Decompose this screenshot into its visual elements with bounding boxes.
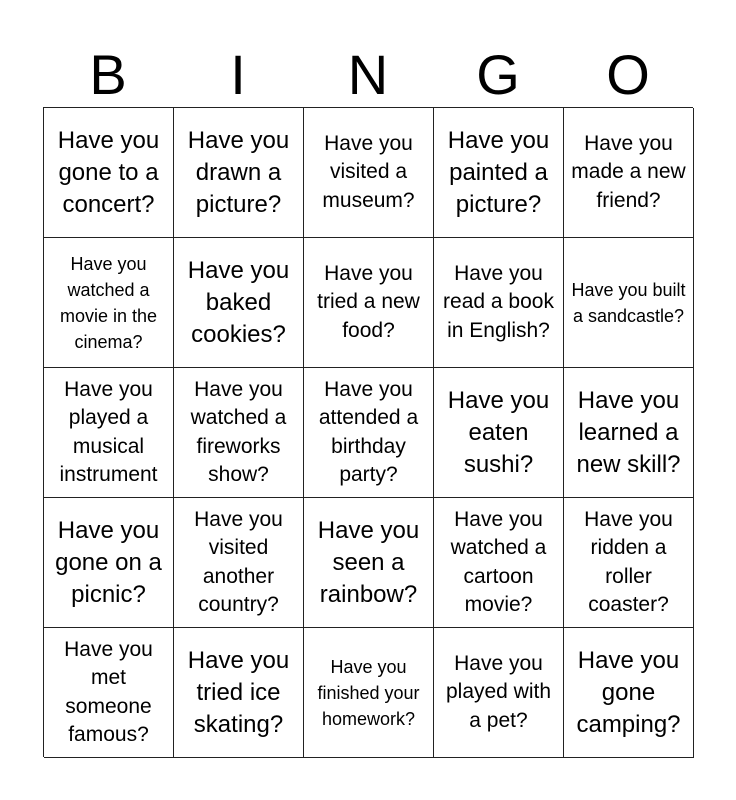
cell-text: Have you painted a picture? [447,126,550,218]
bingo-cell-r4-c5[interactable] [564,498,694,628]
bingo-cell-r2-c5[interactable] [564,238,694,368]
bingo-cell-r3-c3[interactable] [304,368,434,498]
cell-text: Have you played a musical instrument [59,377,158,486]
bingo-cell-r4-c2[interactable] [174,498,304,628]
cell-text: Have you tried a new food? [317,261,420,342]
cell-text: Have you eaten sushi? [447,386,550,478]
cell-text: Have you learned a new skill? [576,386,681,478]
bingo-header [43,44,693,106]
bingo-cell-r5-c4[interactable] [434,628,564,758]
cell-text: Have you watched a fireworks show? [190,377,287,486]
bingo-cell-r1-c5[interactable] [564,108,694,238]
cell-text: Have you seen a rainbow? [317,516,420,608]
bingo-cell-r2-c3[interactable] [304,238,434,368]
cell-text: Have you baked cookies? [187,256,290,348]
cell-text: Have you gone on a picnic? [55,516,162,608]
bingo-cell-r5-c3[interactable] [304,628,434,758]
bingo-cell-r5-c1[interactable] [44,628,174,758]
cell-text: Have you made a new friend? [571,131,686,212]
header-letter-n: N [347,43,389,106]
cell-text: Have you gone camping? [576,646,681,738]
header-letter-o: O [606,43,650,106]
bingo-cell-r4-c1[interactable] [44,498,174,628]
cell-text: Have you met someone famous? [64,637,153,746]
cell-text: Have you visited a museum? [322,131,415,212]
bingo-cell-r3-c4[interactable] [434,368,564,498]
bingo-cell-r3-c2[interactable] [174,368,304,498]
cell-text: Have you played with a pet? [445,651,552,732]
bingo-grid [43,107,693,757]
bingo-cell-r4-c4[interactable] [434,498,564,628]
cell-text: Have you attended a birthday party? [318,377,419,486]
bingo-cell-r1-c2[interactable] [174,108,304,238]
header-letter-b: B [89,43,127,106]
bingo-cell-r1-c3[interactable] [304,108,434,238]
header-letter-i: I [230,43,246,106]
cell-text: Have you gone to a concert? [57,126,160,218]
cell-text: Have you built a sandcastle? [571,279,686,326]
bingo-cell-r2-c4[interactable] [434,238,564,368]
cell-text: Have you ridden a roller coaster? [584,507,673,616]
cell-text: Have you tried ice skating? [187,646,290,738]
bingo-cell-r1-c1[interactable] [44,108,174,238]
bingo-cell-r2-c2[interactable] [174,238,304,368]
cell-text: Have you watched a movie in the cinema? [59,253,158,352]
cell-text: Have you read a book in English? [443,261,554,342]
bingo-cell-r1-c4[interactable] [434,108,564,238]
cell-text: Have you watched a cartoon movie? [450,507,547,616]
bingo-cell-r4-c3[interactable] [304,498,434,628]
bingo-cell-r5-c5[interactable] [564,628,694,758]
cell-text: Have you drawn a picture? [187,126,290,218]
bingo-cell-r3-c1[interactable] [44,368,174,498]
bingo-cell-r5-c2[interactable] [174,628,304,758]
bingo-cell-r2-c1[interactable] [44,238,174,368]
cell-text: Have you visited another country? [194,507,283,616]
bingo-cell-r3-c5[interactable] [564,368,694,498]
header-letter-g: G [476,43,520,106]
cell-text: Have you finished your homework? [317,656,420,729]
